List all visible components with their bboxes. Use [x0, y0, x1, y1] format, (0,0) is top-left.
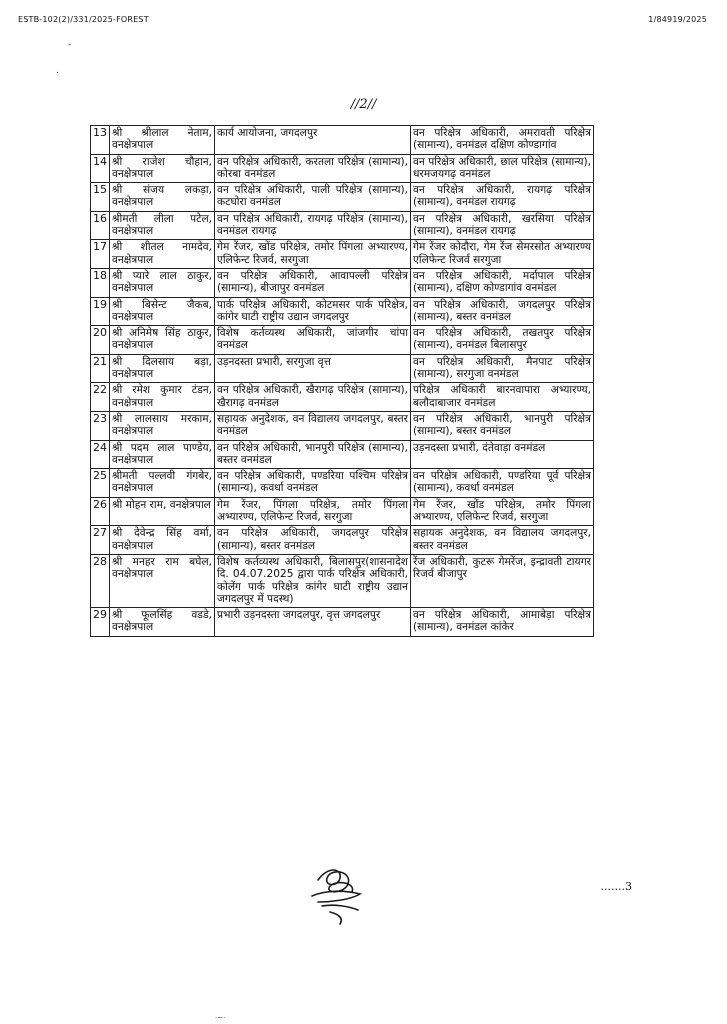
- serial-number-cell: 20: [91, 326, 110, 355]
- serial-number-cell: 29: [91, 608, 110, 637]
- scan-speck: -: [68, 40, 72, 50]
- officer-name-cell: श्री दिलसाय बड़ा, वनक्षेत्रपाल: [110, 354, 215, 383]
- table-row: [91, 554, 594, 607]
- officer-name-cell: श्री फूलसिंह वडडे, वनक्षेत्रपाल: [110, 608, 215, 637]
- table-row: [91, 411, 594, 440]
- current-posting-cell: गेम रेंजर, पिंगला परिक्षेत्र, तमोर पिंगला अभ्यारण्य, एलिफेन्ट रिजर्व, सरगुजा: [215, 497, 411, 526]
- current-posting-cell: उड़नदस्ता प्रभारी, सरगुजा वृत्त: [215, 354, 411, 383]
- current-posting-cell: वन परिक्षेत्र अधिकारी, पाली परिक्षेत्र (सामान्य), कटघोरा वनमंडल: [215, 183, 411, 212]
- new-posting-cell: वन परिक्षेत्र अधिकारी, अमरावती परिक्षेत्र (सामान्य), वनमंडल दक्षिण कोण्डागांव: [411, 126, 594, 155]
- officer-name-cell: श्री शीतल नामदेव, वनक्षेत्रपाल: [110, 240, 215, 269]
- posting-table: [90, 125, 594, 637]
- new-posting-cell: गेम रेंजर कोदौरा, गेम रेंज सेमरसोत अभ्यारण्य एलिफेन्ट रिजर्व सरगुजा: [411, 240, 594, 269]
- serial-number-cell: 13: [91, 126, 110, 155]
- officer-name-cell: श्री देवेन्द्र सिंह वर्मा, वनक्षेत्रपाल: [110, 526, 215, 555]
- serial-number-cell: 24: [91, 440, 110, 469]
- table-row: [91, 154, 594, 183]
- current-posting-cell: वन परिक्षेत्र अधिकारी, पण्डरिया पश्चिम परिक्षेत्र (सामान्य), कवर्धा वनमंडल: [215, 469, 411, 498]
- current-posting-cell: विशेष कर्तव्यस्थ अधिकारी, जांजगीर चांपा वनमंडल: [215, 326, 411, 355]
- table-row: [91, 440, 594, 469]
- serial-number-cell: 22: [91, 383, 110, 412]
- serial-number-cell: 15: [91, 183, 110, 212]
- page-number-marker: //2//: [350, 97, 377, 112]
- posting-table-body: [91, 126, 594, 637]
- table-row: [91, 183, 594, 212]
- new-posting-cell: वन परिक्षेत्र अधिकारी, जगदलपुर परिक्षेत्र (सामान्य), बस्तर वनमंडल: [411, 297, 594, 326]
- officer-name-cell: श्री संजय लकड़ा, वनक्षेत्रपाल: [110, 183, 215, 212]
- table-row: [91, 326, 594, 355]
- table-row: [91, 383, 594, 412]
- serial-number-cell: 14: [91, 154, 110, 183]
- officer-name-cell: श्री अनिमेष सिंह ठाकुर, वनक्षेत्रपाल: [110, 326, 215, 355]
- serial-number-cell: 21: [91, 354, 110, 383]
- scan-speck: ·~·: [215, 1014, 226, 1022]
- file-reference: ESTB-102(2)/331/2025-FOREST: [18, 15, 149, 24]
- current-posting-cell: विशेष कर्तव्यस्थ अधिकारी, बिलासपुर(शासनादेश दि. 04.07.2025 द्वारा पार्क परिक्षेत्र अधिकारी, कोलेंग पार्क परिक्षेत्र कांगेर घाटी राष्ट्रीय उद्यान जगदलपुर में पदस्थ): [215, 554, 411, 607]
- current-posting-cell: कार्य आयोजना, जगदलपुर: [215, 126, 411, 155]
- new-posting-cell: वन परिक्षेत्र अधिकारी, भानपुरी परिक्षेत्र (सामान्य), बस्तर वनमंडल: [411, 411, 594, 440]
- current-posting-cell: वन परिक्षेत्र अधिकारी, भानपुरी परिक्षेत्र (सामान्य), बस्तर वनमंडल: [215, 440, 411, 469]
- table-row: [91, 240, 594, 269]
- new-posting-cell: गेम रेंजर, खोंड परिक्षेत्र, तमोर पिंगला अभ्यारण्य, एलिफेन्ट रिजर्व, सरगुजा: [411, 497, 594, 526]
- current-posting-cell: प्रभारी उड़नदस्ता जगदलपुर, वृत्त जगदलपुर: [215, 608, 411, 637]
- table-row: [91, 354, 594, 383]
- current-posting-cell: वन परिक्षेत्र अधिकारी, करतला परिक्षेत्र (सामान्य), कोरबा वनमंडल: [215, 154, 411, 183]
- officer-name-cell: श्री लालसाय मरकाम, वनक्षेत्रपाल: [110, 411, 215, 440]
- current-posting-cell: वन परिक्षेत्र अधिकारी, रायगढ़ परिक्षेत्र (सामान्य), वनमंडल रायगढ़: [215, 211, 411, 240]
- current-posting-cell: वन परिक्षेत्र अधिकारी, जगदलपुर परिक्षेत्र (सामान्य), बस्तर वनमंडल: [215, 526, 411, 555]
- new-posting-cell: वन परिक्षेत्र अधिकारी, आमाबेड़ा परिक्षेत्र (सामान्य), वनमंडल कांकेर: [411, 608, 594, 637]
- officer-name-cell: श्री राजेश चौहान, वनक्षेत्रपाल: [110, 154, 215, 183]
- table-row: [91, 469, 594, 498]
- officer-name-cell: श्री प्यारे लाल ठाकुर, वनक्षेत्रपाल: [110, 268, 215, 297]
- table-row: [91, 526, 594, 555]
- scan-speck: .: [56, 66, 59, 76]
- current-posting-cell: सहायक अनुदेशक, वन विद्यालय जगदलपुर, बस्तर वनमंडल: [215, 411, 411, 440]
- new-posting-cell: वन परिक्षेत्र अधिकारी, मर्दापाल परिक्षेत्र (सामान्य), दक्षिण कोण्डागांव वनमंडल: [411, 268, 594, 297]
- serial-number-cell: 16: [91, 211, 110, 240]
- officer-name-cell: श्री मनहर राम बघेल, वनक्षेत्रपाल: [110, 554, 215, 607]
- officer-name-cell: श्री बिसेन्ट जैकब, वनक्षेत्रपाल: [110, 297, 215, 326]
- officer-name-cell: श्री पदम लाल पाण्डेय, वनक्षेत्रपाल: [110, 440, 215, 469]
- new-posting-cell: वन परिक्षेत्र अधिकारी, मैनपाट परिक्षेत्र (सामान्य), सरगुजा वनमंडल: [411, 354, 594, 383]
- serial-number-cell: 19: [91, 297, 110, 326]
- new-posting-cell: उड़नदस्ता प्रभारी, दंतेवाड़ा वनमंडल: [411, 440, 594, 469]
- document-reference: 1/84919/2025: [648, 15, 707, 24]
- officer-name-cell: श्री श्रीलाल नेताम, वनक्षेत्रपाल: [110, 126, 215, 155]
- serial-number-cell: 26: [91, 497, 110, 526]
- signature-icon: [300, 860, 380, 930]
- serial-number-cell: 27: [91, 526, 110, 555]
- serial-number-cell: 23: [91, 411, 110, 440]
- officer-name-cell: श्रीमती पल्लवी गंगबेर, वनक्षेत्रपाल: [110, 469, 215, 498]
- current-posting-cell: पार्क परिक्षेत्र अधिकारी, कोटमसर पार्क परिक्षेत्र, कांगेर घाटी राष्ट्रीय उद्यान जगदलपुर: [215, 297, 411, 326]
- table-row: [91, 297, 594, 326]
- serial-number-cell: 25: [91, 469, 110, 498]
- serial-number-cell: 28: [91, 554, 110, 607]
- current-posting-cell: गेम रेंजर, खोंड परिक्षेत्र, तमोर पिंगला अभ्यारण्य, एलिफेन्ट रिजर्व, सरगुजा: [215, 240, 411, 269]
- table-row: [91, 497, 594, 526]
- new-posting-cell: वन परिक्षेत्र अधिकारी, रायगढ़ परिक्षेत्र (सामान्य), वनमंडल रायगढ़: [411, 183, 594, 212]
- officer-name-cell: श्रीमती लीला पटेल, वनक्षेत्रपाल: [110, 211, 215, 240]
- officer-name-cell: श्री रमेश कुमार टंडन, वनक्षेत्रपाल: [110, 383, 215, 412]
- new-posting-cell: सहायक अनुदेशक, वन विद्यालय जगदलपुर, बस्तर वनमंडल: [411, 526, 594, 555]
- current-posting-cell: वन परिक्षेत्र अधिकारी, आवापल्ली परिक्षेत्र (सामान्य), बीजापुर वनमंडल: [215, 268, 411, 297]
- table-row: [91, 126, 594, 155]
- new-posting-cell: रेंज अधिकारी, कुटरू गेमरेंज, इन्द्रावती टायगर रिजर्व बीजापुर: [411, 554, 594, 607]
- new-posting-cell: परिक्षेत्र अधिकारी बारनवापारा अभ्यारण्य, बलौदाबाजार वनमंडल: [411, 383, 594, 412]
- new-posting-cell: वन परिक्षेत्र अधिकारी, खरसिया परिक्षेत्र (सामान्य), वनमंडल रायगढ़: [411, 211, 594, 240]
- new-posting-cell: वन परिक्षेत्र अधिकारी, पण्डरिया पूर्व परिक्षेत्र (सामान्य), कवर्धा वनमंडल: [411, 469, 594, 498]
- table-row: [91, 608, 594, 637]
- new-posting-cell: वन परिक्षेत्र अधिकारी, तखतपुर परिक्षेत्र (सामान्य), वनमंडल बिलासपुर: [411, 326, 594, 355]
- continuation-marker: .......3: [600, 880, 632, 893]
- table-row: [91, 268, 594, 297]
- new-posting-cell: वन परिक्षेत्र अधिकारी, छाल परिक्षेत्र (सामान्य), धरमजयगढ़ वनमंडल: [411, 154, 594, 183]
- table-row: [91, 211, 594, 240]
- current-posting-cell: वन परिक्षेत्र अधिकारी, खैरागढ़ परिक्षेत्र (सामान्य), खैरागढ़ वनमंडल: [215, 383, 411, 412]
- serial-number-cell: 18: [91, 268, 110, 297]
- officer-name-cell: श्री मोहन राम, वनक्षेत्रपाल: [110, 497, 215, 526]
- serial-number-cell: 17: [91, 240, 110, 269]
